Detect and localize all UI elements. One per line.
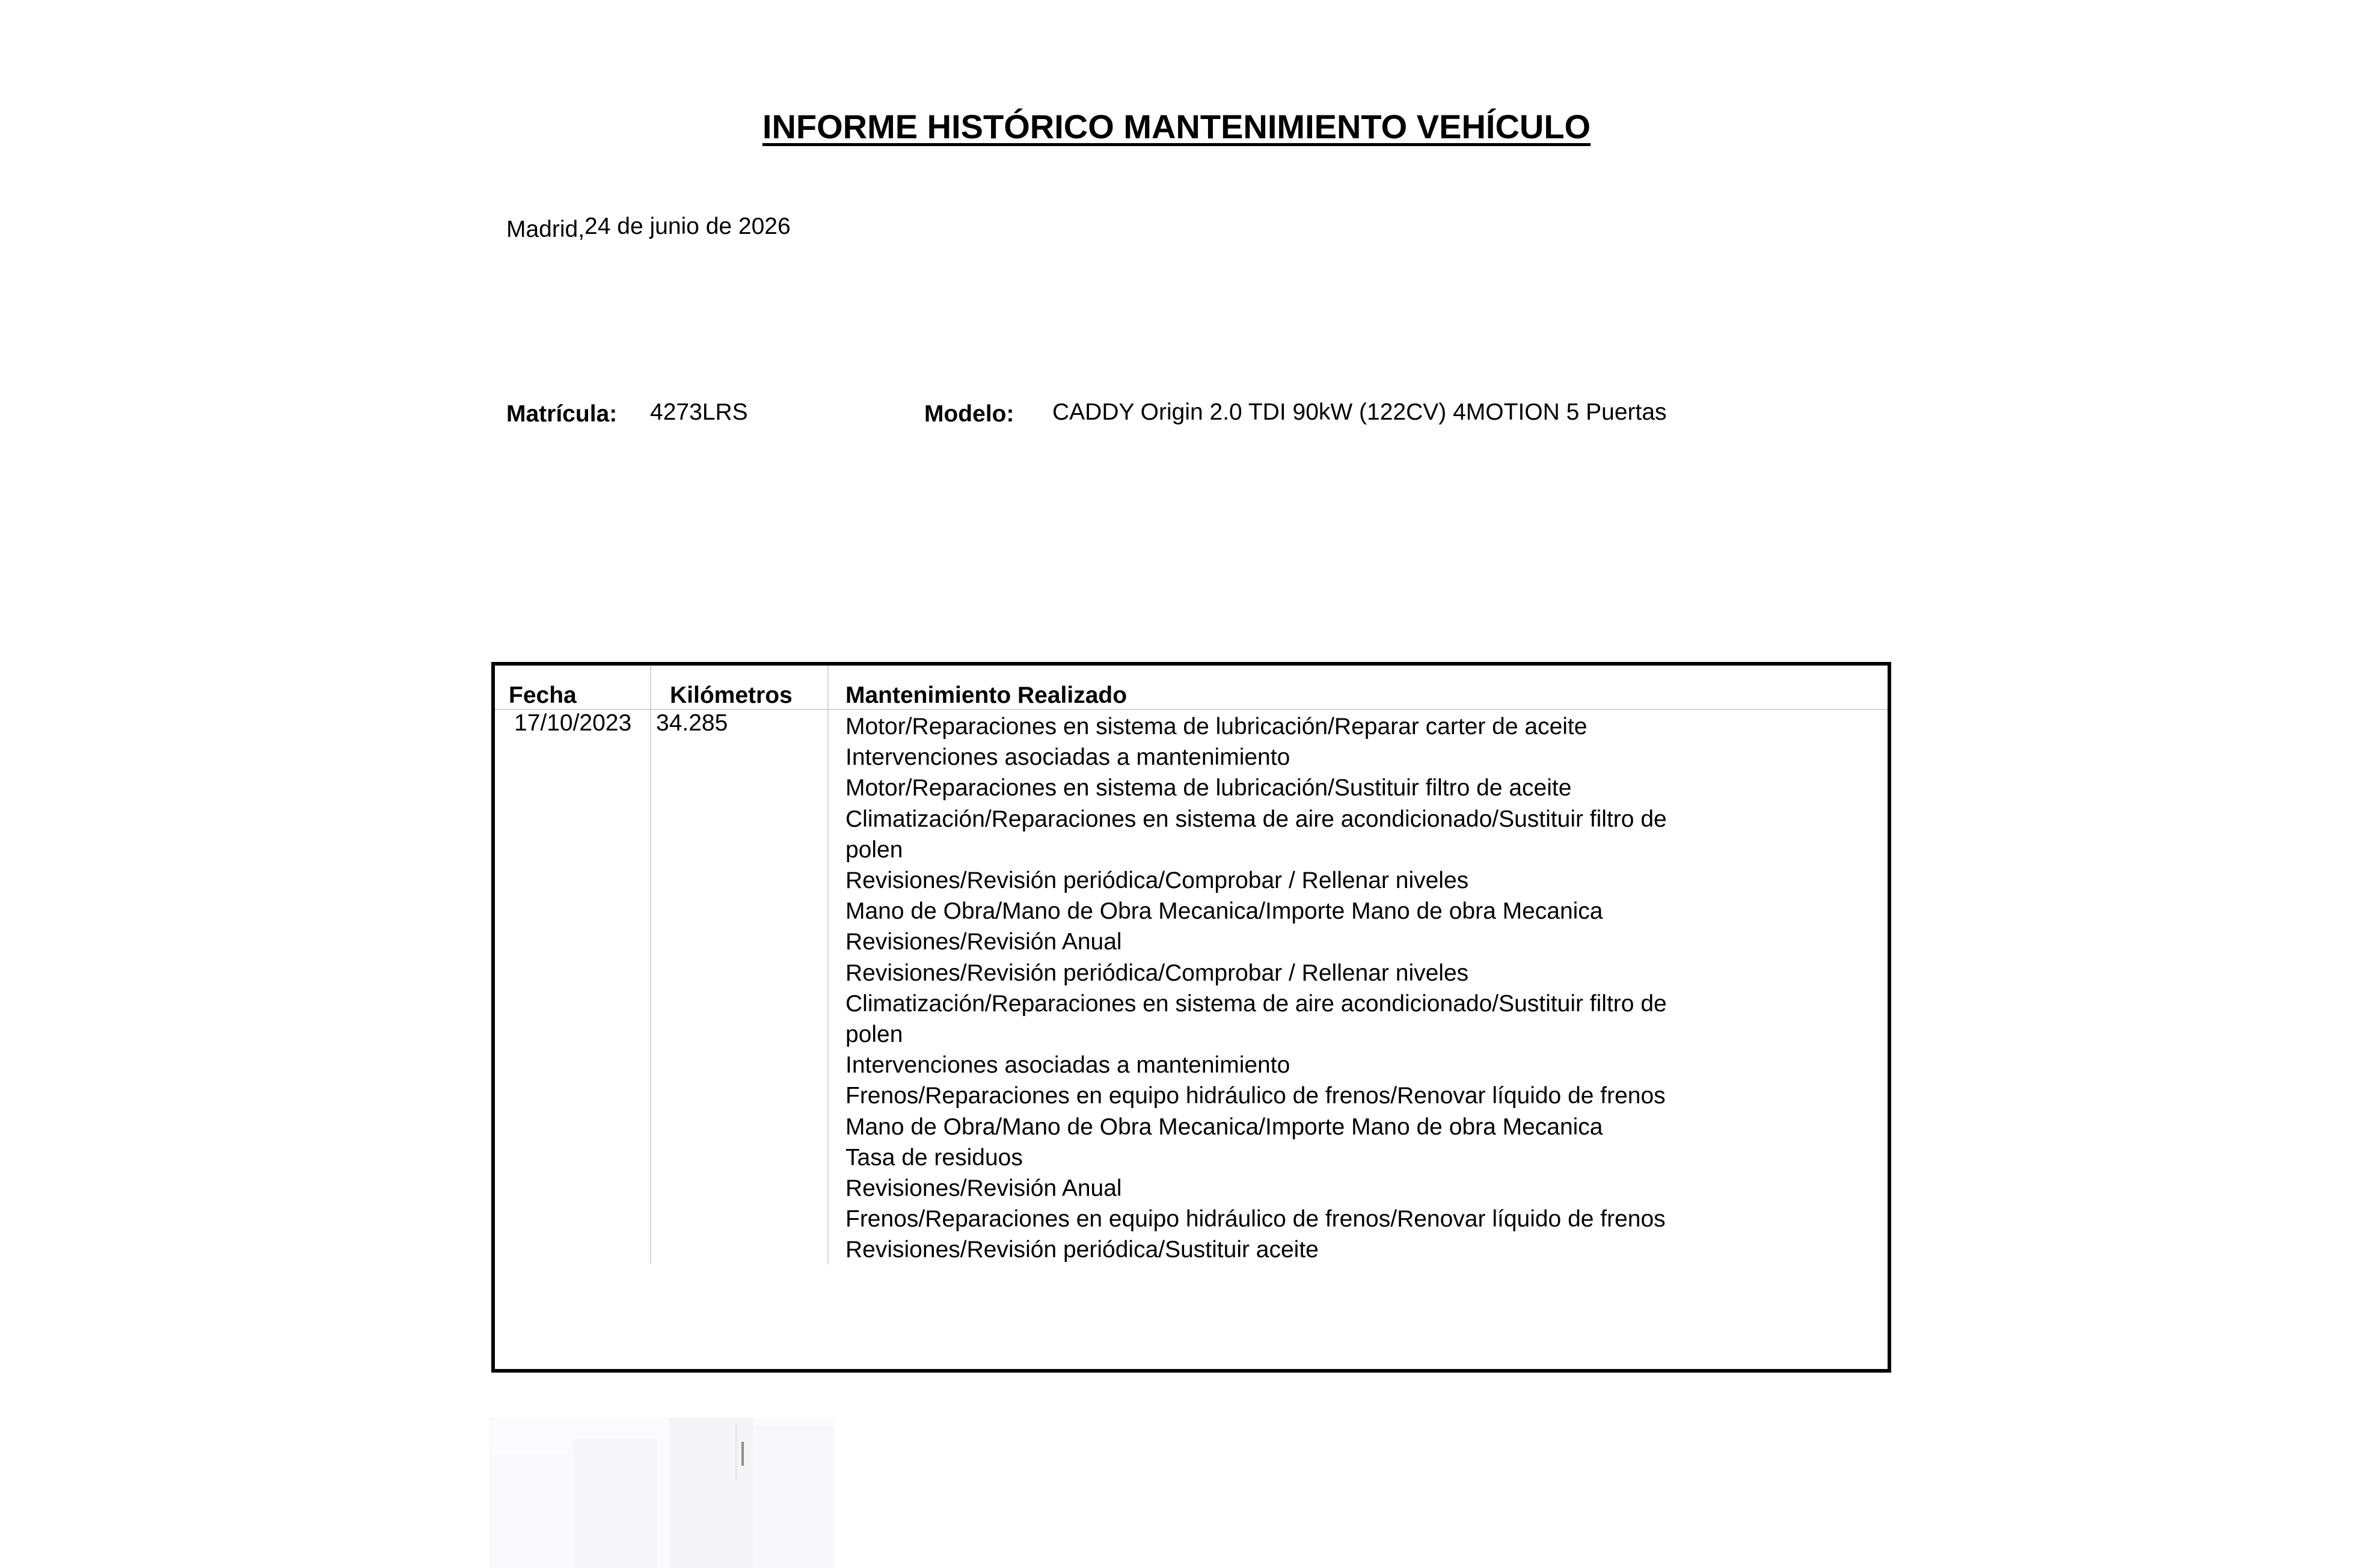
report-date: 24 de junio de 2026	[584, 213, 791, 239]
task-item: Frenos/Reparaciones en equipo hidráulico de frenos/Renovar líquido de frenos	[845, 1083, 1666, 1109]
column-divider-date	[650, 666, 651, 1264]
header-km: Kilómetros	[670, 682, 793, 708]
task-item: Climatización/Reparaciones en sistema de aire acondicionado/Sustituir filtro de polen	[845, 990, 1667, 1048]
task-item: Mano de Obra/Mano de Obra Mecanica/Importe Mano de obra Mecanica	[845, 898, 1603, 925]
plate-value: 4273LRS	[650, 399, 748, 425]
task-item: Mano de Obra/Mano de Obra Mecanica/Importe Mano de obra Mecanica	[845, 1113, 1603, 1140]
model-label: Modelo:	[924, 401, 1014, 427]
model-value: CADDY Origin 2.0 TDI 90kW (122CV) 4MOTION 5 Puertas	[1052, 399, 1667, 425]
report-place: Madrid,	[506, 216, 585, 242]
task-item: Revisiones/Revisión Anual	[845, 929, 1122, 955]
task-item: Revisiones/Revisión periódica/Comprobar / Rellenar niveles	[845, 868, 1469, 894]
header-date: Fecha	[509, 682, 577, 708]
task-item: Revisiones/Revisión periódica/Comprobar / Rellenar niveles	[845, 960, 1469, 986]
task-item: Intervenciones asociadas a mantenimiento	[845, 1052, 1290, 1079]
report-title: INFORME HISTÓRICO MANTENIMIENTO VEHÍCULO	[762, 108, 1591, 145]
record-date: 17/10/2023	[514, 710, 632, 736]
task-item: Motor/Reparaciones en sistema de lubricación/Reparar carter de aceite	[845, 714, 1588, 740]
task-item: Frenos/Reparaciones en equipo hidráulico de frenos/Renovar líquido de frenos	[845, 1206, 1666, 1233]
faded-scan-image	[489, 1418, 835, 1568]
record-km: 34.285	[656, 710, 728, 736]
header-work: Mantenimiento Realizado	[845, 682, 1127, 708]
task-item: Motor/Reparaciones en sistema de lubricación/Sustituir filtro de aceite	[845, 775, 1572, 801]
maintenance-table	[491, 662, 1891, 1373]
task-item: Revisiones/Revisión Anual	[845, 1175, 1122, 1202]
column-divider-km	[827, 666, 829, 1264]
task-item: Intervenciones asociadas a mantenimiento	[845, 744, 1290, 771]
plate-label: Matrícula:	[506, 401, 618, 427]
place-and-date	[506, 213, 791, 240]
record-task-list	[845, 711, 1699, 1266]
task-item: Tasa de residuos	[845, 1144, 1023, 1171]
task-item: Climatización/Reparaciones en sistema de aire acondicionado/Sustituir filtro de polen	[845, 806, 1667, 863]
task-item: Revisiones/Revisión periódica/Sustituir aceite	[845, 1237, 1319, 1263]
